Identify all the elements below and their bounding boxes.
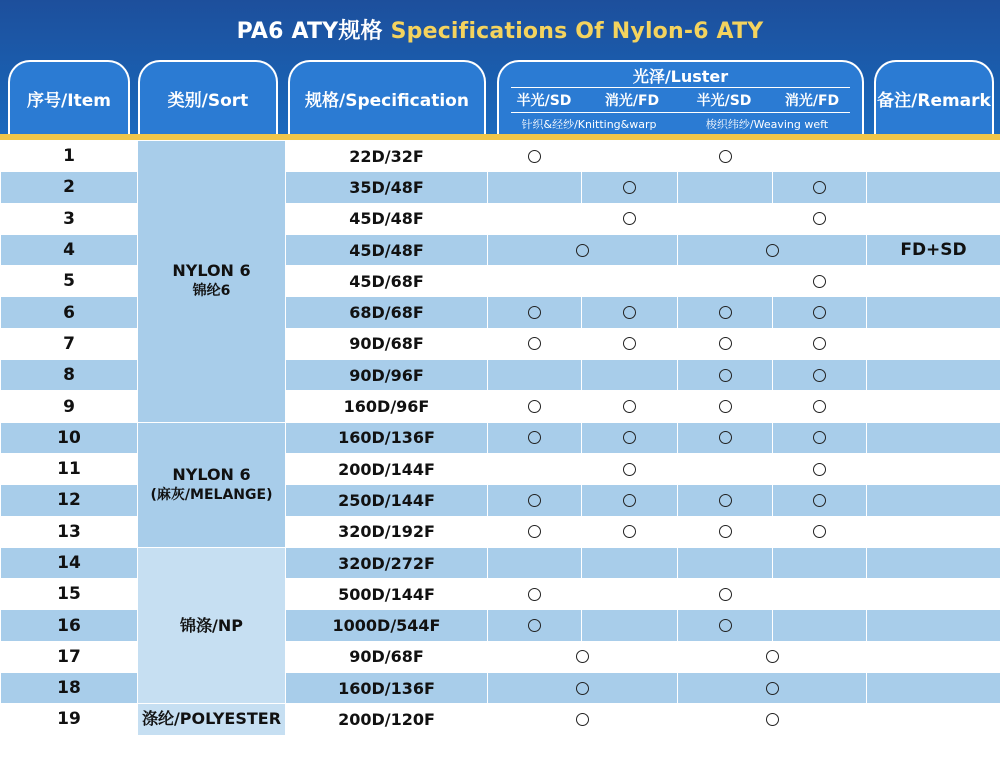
weaving-fd-cell <box>773 422 867 453</box>
spec-cell: 160D/136F <box>286 422 488 453</box>
knitting-sd-cell <box>488 297 582 328</box>
circle-mark-icon <box>766 713 779 726</box>
spec-cell: 200D/120F <box>286 704 488 735</box>
remark-cell <box>867 391 1000 422</box>
circle-mark-icon <box>719 306 732 319</box>
knitting-sd-cell <box>488 203 582 234</box>
spec-cell: 35D/48F <box>286 172 488 203</box>
circle-mark-icon <box>576 650 589 663</box>
header-specification <box>288 60 486 134</box>
weaving-fd-cell <box>773 516 867 547</box>
weaving-sd-cell <box>678 266 773 297</box>
header-weave-sd: 半光/SD <box>696 93 752 109</box>
remark-cell <box>867 422 1000 453</box>
item-cell: 16 <box>1 610 138 641</box>
item-cell: 13 <box>1 516 138 547</box>
circle-mark-icon <box>623 525 636 538</box>
header-weave-fd: 消光/FD <box>784 93 840 109</box>
sort-cell <box>138 547 286 703</box>
circle-mark-icon <box>623 431 636 444</box>
circle-mark-icon <box>813 400 826 413</box>
item-cell: 6 <box>1 297 138 328</box>
weaving-fd-cell <box>773 360 867 391</box>
circle-mark-icon <box>719 400 732 413</box>
spec-table <box>0 140 1000 736</box>
item-cell: 3 <box>1 203 138 234</box>
circle-mark-icon <box>623 337 636 350</box>
header-weaving: 梭织纬纱/Weaving weft <box>705 118 829 131</box>
table-row <box>1 704 1000 735</box>
sort-line1: 涤纶/POLYESTER <box>141 709 282 729</box>
weaving-sd-cell <box>678 297 773 328</box>
spec-cell: 160D/136F <box>286 673 488 704</box>
knitting-fd-cell <box>582 297 678 328</box>
circle-mark-icon <box>719 150 732 163</box>
circle-mark-icon <box>766 682 779 695</box>
weaving-sd-cell <box>678 328 773 359</box>
circle-mark-icon <box>719 525 732 538</box>
title-cn: PA6 ATY规格 <box>236 19 383 44</box>
spec-cell: 250D/144F <box>286 485 488 516</box>
item-cell: 11 <box>1 453 138 484</box>
knitting-merged-cell <box>488 641 678 672</box>
luster-divider-bottom <box>511 112 850 113</box>
item-cell: 14 <box>1 547 138 578</box>
knitting-merged-cell <box>488 704 678 735</box>
circle-mark-icon <box>528 431 541 444</box>
item-cell: 15 <box>1 579 138 610</box>
header-knitting: 针织&经纱/Knitting&warp <box>521 118 657 131</box>
spec-cell: 160D/96F <box>286 391 488 422</box>
circle-mark-icon <box>576 244 589 257</box>
weaving-fd-cell <box>773 391 867 422</box>
circle-mark-icon <box>813 181 826 194</box>
remark-cell <box>867 203 1000 234</box>
knitting-sd-cell <box>488 516 582 547</box>
spec-cell: 45D/48F <box>286 234 488 265</box>
knitting-fd-cell <box>582 203 678 234</box>
knitting-fd-cell <box>582 172 678 203</box>
knitting-fd-cell <box>582 391 678 422</box>
knitting-merged-cell <box>488 673 678 704</box>
weaving-sd-cell <box>678 485 773 516</box>
circle-mark-icon <box>813 369 826 382</box>
remark-cell <box>867 641 1000 672</box>
spec-cell: 90D/68F <box>286 641 488 672</box>
sort-cell <box>138 704 286 735</box>
remark-cell <box>867 579 1000 610</box>
header-remark-label: 备注/Remark <box>877 90 991 111</box>
knitting-sd-cell <box>488 266 582 297</box>
knitting-sd-cell <box>488 453 582 484</box>
page-title <box>0 14 1000 45</box>
sort-cell <box>138 141 286 423</box>
circle-mark-icon <box>719 588 732 601</box>
circle-mark-icon <box>813 525 826 538</box>
item-cell: 19 <box>1 704 138 735</box>
header-sort <box>138 60 278 134</box>
item-cell: 2 <box>1 172 138 203</box>
remark-cell <box>867 485 1000 516</box>
circle-mark-icon <box>766 650 779 663</box>
circle-mark-icon <box>528 494 541 507</box>
weaving-merged-cell <box>678 673 867 704</box>
sort-line2: (麻灰/MELANGE) <box>150 486 273 503</box>
circle-mark-icon <box>528 150 541 163</box>
circle-mark-icon <box>528 619 541 632</box>
weaving-fd-cell <box>773 610 867 641</box>
circle-mark-icon <box>813 463 826 476</box>
table-row <box>1 141 1000 172</box>
header-knit-fd: 消光/FD <box>604 93 660 109</box>
header-spec-label: 规格/Specification <box>305 90 469 111</box>
circle-mark-icon <box>528 337 541 350</box>
weaving-sd-cell <box>678 579 773 610</box>
circle-mark-icon <box>813 494 826 507</box>
circle-mark-icon <box>766 244 779 257</box>
circle-mark-icon <box>576 682 589 695</box>
knitting-fd-cell <box>582 516 678 547</box>
remark-cell <box>867 610 1000 641</box>
weaving-sd-cell <box>678 453 773 484</box>
circle-mark-icon <box>719 431 732 444</box>
item-cell: 10 <box>1 422 138 453</box>
knitting-fd-cell <box>582 328 678 359</box>
knitting-fd-cell <box>582 360 678 391</box>
remark-cell <box>867 516 1000 547</box>
header-remark <box>874 60 994 134</box>
circle-mark-icon <box>719 619 732 632</box>
header-luster <box>497 60 864 134</box>
weaving-sd-cell <box>678 360 773 391</box>
remark-cell: FD+SD <box>867 234 1000 265</box>
weaving-fd-cell <box>773 453 867 484</box>
sort-cell <box>138 422 286 547</box>
weaving-merged-cell <box>678 704 867 735</box>
sort-line1: NYLON 6 <box>172 261 251 281</box>
spec-cell: 1000D/544F <box>286 610 488 641</box>
spec-cell: 320D/272F <box>286 547 488 578</box>
spec-cell: 90D/68F <box>286 328 488 359</box>
weaving-sd-cell <box>678 422 773 453</box>
item-cell: 9 <box>1 391 138 422</box>
knitting-fd-cell <box>582 422 678 453</box>
weaving-fd-cell <box>773 328 867 359</box>
knitting-fd-cell <box>582 547 678 578</box>
item-cell: 8 <box>1 360 138 391</box>
remark-cell <box>867 266 1000 297</box>
header-item-label: 序号/Item <box>27 90 111 111</box>
weaving-fd-cell <box>773 266 867 297</box>
knitting-fd-cell <box>582 610 678 641</box>
knitting-sd-cell <box>488 547 582 578</box>
remark-cell <box>867 704 1000 735</box>
weaving-sd-cell <box>678 172 773 203</box>
table-row <box>1 547 1000 578</box>
circle-mark-icon <box>813 306 826 319</box>
remark-cell <box>867 453 1000 484</box>
circle-mark-icon <box>528 588 541 601</box>
knitting-fd-cell <box>582 141 678 172</box>
weaving-fd-cell <box>773 485 867 516</box>
remark-cell <box>867 328 1000 359</box>
weaving-sd-cell <box>678 203 773 234</box>
header-sort-label: 类别/Sort <box>167 90 249 111</box>
luster-divider-top <box>511 87 850 88</box>
knitting-sd-cell <box>488 485 582 516</box>
spec-table-body <box>1 141 1000 736</box>
item-cell: 7 <box>1 328 138 359</box>
spec-cell: 90D/96F <box>286 360 488 391</box>
knitting-sd-cell <box>488 422 582 453</box>
circle-mark-icon <box>528 525 541 538</box>
circle-mark-icon <box>719 337 732 350</box>
weaving-sd-cell <box>678 610 773 641</box>
weaving-sd-cell <box>678 516 773 547</box>
weaving-merged-cell <box>678 234 867 265</box>
weaving-merged-cell <box>678 641 867 672</box>
knitting-sd-cell <box>488 328 582 359</box>
item-cell: 4 <box>1 234 138 265</box>
weaving-fd-cell <box>773 297 867 328</box>
item-cell: 1 <box>1 141 138 172</box>
header-luster-label: 光泽/Luster <box>632 67 729 86</box>
remark-cell <box>867 172 1000 203</box>
remark-cell <box>867 547 1000 578</box>
circle-mark-icon <box>623 181 636 194</box>
circle-mark-icon <box>576 713 589 726</box>
weaving-sd-cell <box>678 391 773 422</box>
spec-cell: 22D/32F <box>286 141 488 172</box>
header-item <box>8 60 130 134</box>
spec-cell: 320D/192F <box>286 516 488 547</box>
remark-cell <box>867 360 1000 391</box>
circle-mark-icon <box>813 212 826 225</box>
weaving-sd-cell <box>678 547 773 578</box>
weaving-fd-cell <box>773 547 867 578</box>
circle-mark-icon <box>813 431 826 444</box>
knitting-sd-cell <box>488 360 582 391</box>
table-row <box>1 422 1000 453</box>
spec-cell: 45D/68F <box>286 266 488 297</box>
knitting-sd-cell <box>488 610 582 641</box>
remark-cell <box>867 141 1000 172</box>
knitting-sd-cell <box>488 141 582 172</box>
weaving-fd-cell <box>773 579 867 610</box>
item-cell: 5 <box>1 266 138 297</box>
spec-cell: 45D/48F <box>286 203 488 234</box>
circle-mark-icon <box>813 275 826 288</box>
knitting-fd-cell <box>582 266 678 297</box>
knitting-sd-cell <box>488 172 582 203</box>
circle-mark-icon <box>719 369 732 382</box>
weaving-fd-cell <box>773 141 867 172</box>
weaving-sd-cell <box>678 141 773 172</box>
circle-mark-icon <box>719 494 732 507</box>
weaving-fd-cell <box>773 172 867 203</box>
knitting-merged-cell <box>488 234 678 265</box>
spec-cell: 68D/68F <box>286 297 488 328</box>
circle-mark-icon <box>623 306 636 319</box>
spec-cell: 200D/144F <box>286 453 488 484</box>
title-en: Specifications Of Nylon-6 ATY <box>390 19 764 44</box>
circle-mark-icon <box>623 212 636 225</box>
remark-cell <box>867 297 1000 328</box>
knitting-fd-cell <box>582 453 678 484</box>
item-cell: 17 <box>1 641 138 672</box>
circle-mark-icon <box>623 463 636 476</box>
circle-mark-icon <box>528 306 541 319</box>
weaving-fd-cell <box>773 203 867 234</box>
knitting-sd-cell <box>488 579 582 610</box>
sort-line1: 锦涤/NP <box>180 615 243 635</box>
item-cell: 12 <box>1 485 138 516</box>
knitting-fd-cell <box>582 485 678 516</box>
knitting-sd-cell <box>488 391 582 422</box>
spec-cell: 500D/144F <box>286 579 488 610</box>
remark-cell <box>867 673 1000 704</box>
header-knit-sd: 半光/SD <box>516 93 572 109</box>
table-header-band <box>0 0 1000 140</box>
item-cell: 18 <box>1 673 138 704</box>
circle-mark-icon <box>623 400 636 413</box>
sort-line1: NYLON 6 <box>172 464 251 484</box>
circle-mark-icon <box>623 494 636 507</box>
sort-line2: 锦纶6 <box>192 283 231 300</box>
circle-mark-icon <box>813 337 826 350</box>
circle-mark-icon <box>528 400 541 413</box>
knitting-fd-cell <box>582 579 678 610</box>
